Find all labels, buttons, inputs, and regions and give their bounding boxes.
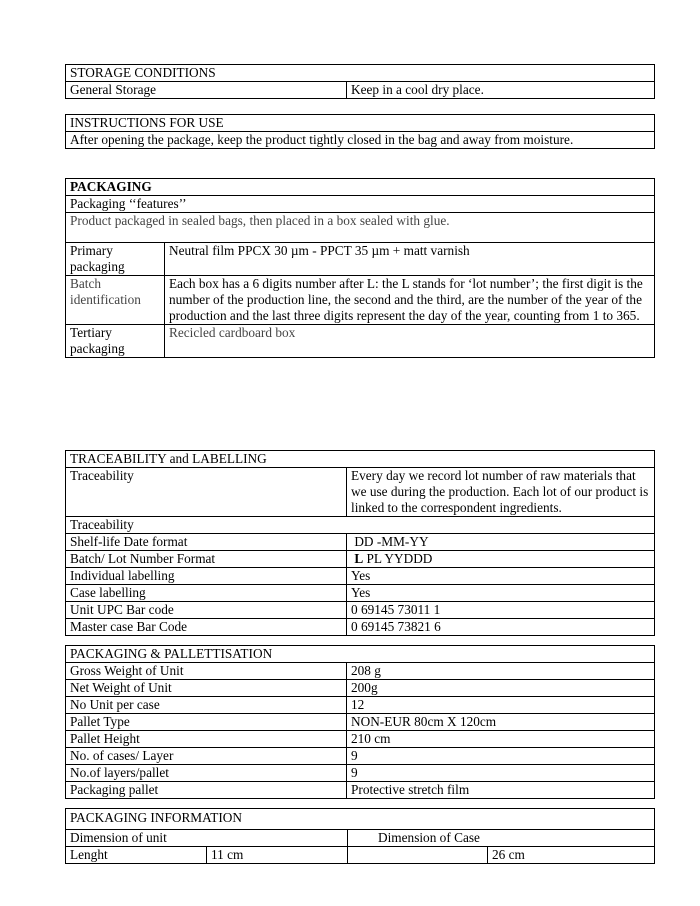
row-value: Protective stretch film [347,782,655,799]
table-row [66,847,655,864]
row-value: 0 69145 73011 1 [347,602,655,619]
table-row [66,82,655,99]
packaging-features-label: Packaging ‘‘features’’ [66,196,655,213]
case-length-label [348,847,488,864]
row-value: Yes [347,568,655,585]
table-row [66,748,655,765]
row-label: No Unit per case [66,697,347,714]
row-label: Batch identification [66,276,165,325]
row-label: Master case Bar Code [66,619,347,636]
row-label: Primary packaging [66,243,165,276]
row-label: No.of layers/pallet [66,765,347,782]
instructions-title: INSTRUCTIONS FOR USE [66,115,655,132]
row-label: Tertiary packaging [66,325,165,358]
table-row [66,602,655,619]
length-label: Lenght [66,847,207,864]
row-value: Neutral film PPCX 30 µm - PPCT 35 µm + matt varnish [165,243,655,276]
table-row [66,782,655,799]
row-value: Each box has a 6 digits number after L: the L stands for ‘lot number’; the first digit is the number of the production line, the second and the third, are the number of the year of the production and the last three digits represent the day of the year, counting from 1 to 365. [165,276,655,325]
row-value: Keep in a cool dry place. [347,82,655,99]
packaging-table [65,178,655,358]
row-value: 0 69145 73821 6 [347,619,655,636]
table-row [66,243,655,276]
instructions-table [65,114,655,149]
row-label: No. of cases/ Layer [66,748,347,765]
row-value: Recicled cardboard box [165,325,655,358]
table-row [66,534,655,551]
info-title: PACKAGING INFORMATION [66,809,655,830]
row-label: General Storage [66,82,347,99]
row-label: Gross Weight of Unit [66,663,347,680]
row-label: Individual labelling [66,568,347,585]
row-label: Packaging pallet [66,782,347,799]
table-row [66,325,655,358]
row-label: Unit UPC Bar code [66,602,347,619]
palletisation-title: PACKAGING & PALLETTISATION [66,646,655,663]
traceability-subheader: Traceability [66,517,655,534]
case-dimension-header: Dimension of Case [348,830,655,847]
row-value: 208 g [347,663,655,680]
row-value: 9 [347,765,655,782]
table-row [66,731,655,748]
lot-prefix: L [354,551,364,566]
traceability-title: TRACEABILITY and LABELLING [66,451,655,468]
table-row [66,697,655,714]
row-label: Shelf-life Date format [66,534,347,551]
lot-format: PL YYDDD [363,551,433,566]
palletisation-table [65,645,655,799]
table-row [66,714,655,731]
row-label: Case labelling [66,585,347,602]
packaging-title: PACKAGING [66,179,655,196]
table-row [66,663,655,680]
storage-table [65,64,655,99]
row-label: Batch/ Lot Number Format [66,551,347,568]
row-value: 210 cm [347,731,655,748]
row-value: Yes [347,585,655,602]
unit-dimension-header: Dimension of unit [66,830,348,847]
table-row [66,568,655,585]
traceability-table [65,450,655,636]
row-label: Net Weight of Unit [66,680,347,697]
row-value: DD -MM-YY [347,534,655,551]
table-row [66,680,655,697]
row-value: NON-EUR 80cm X 120cm [347,714,655,731]
row-value: 12 [347,697,655,714]
row-value [347,551,655,568]
row-value: Every day we record lot number of raw materials that we use during the production. Each lot of our product is linked to the correspondent ingredients. [347,468,655,517]
table-row [66,276,655,325]
row-label: Traceability [66,468,347,517]
row-label: Pallet Height [66,731,347,748]
row-value: 200g [347,680,655,697]
row-value: 9 [347,748,655,765]
table-row [66,765,655,782]
table-row [66,619,655,636]
packaging-features-text: Product packaged in sealed bags, then placed in a box sealed with glue. [66,213,655,243]
packaging-info-table [65,808,655,864]
row-label: Pallet Type [66,714,347,731]
case-length-value: 26 cm [488,847,655,864]
unit-length-value: 11 cm [207,847,348,864]
storage-title: STORAGE CONDITIONS [66,65,655,82]
table-row [66,468,655,517]
table-row [66,585,655,602]
instructions-text: After opening the package, keep the product tightly closed in the bag and away from moisture. [66,132,655,149]
table-row [66,551,655,568]
